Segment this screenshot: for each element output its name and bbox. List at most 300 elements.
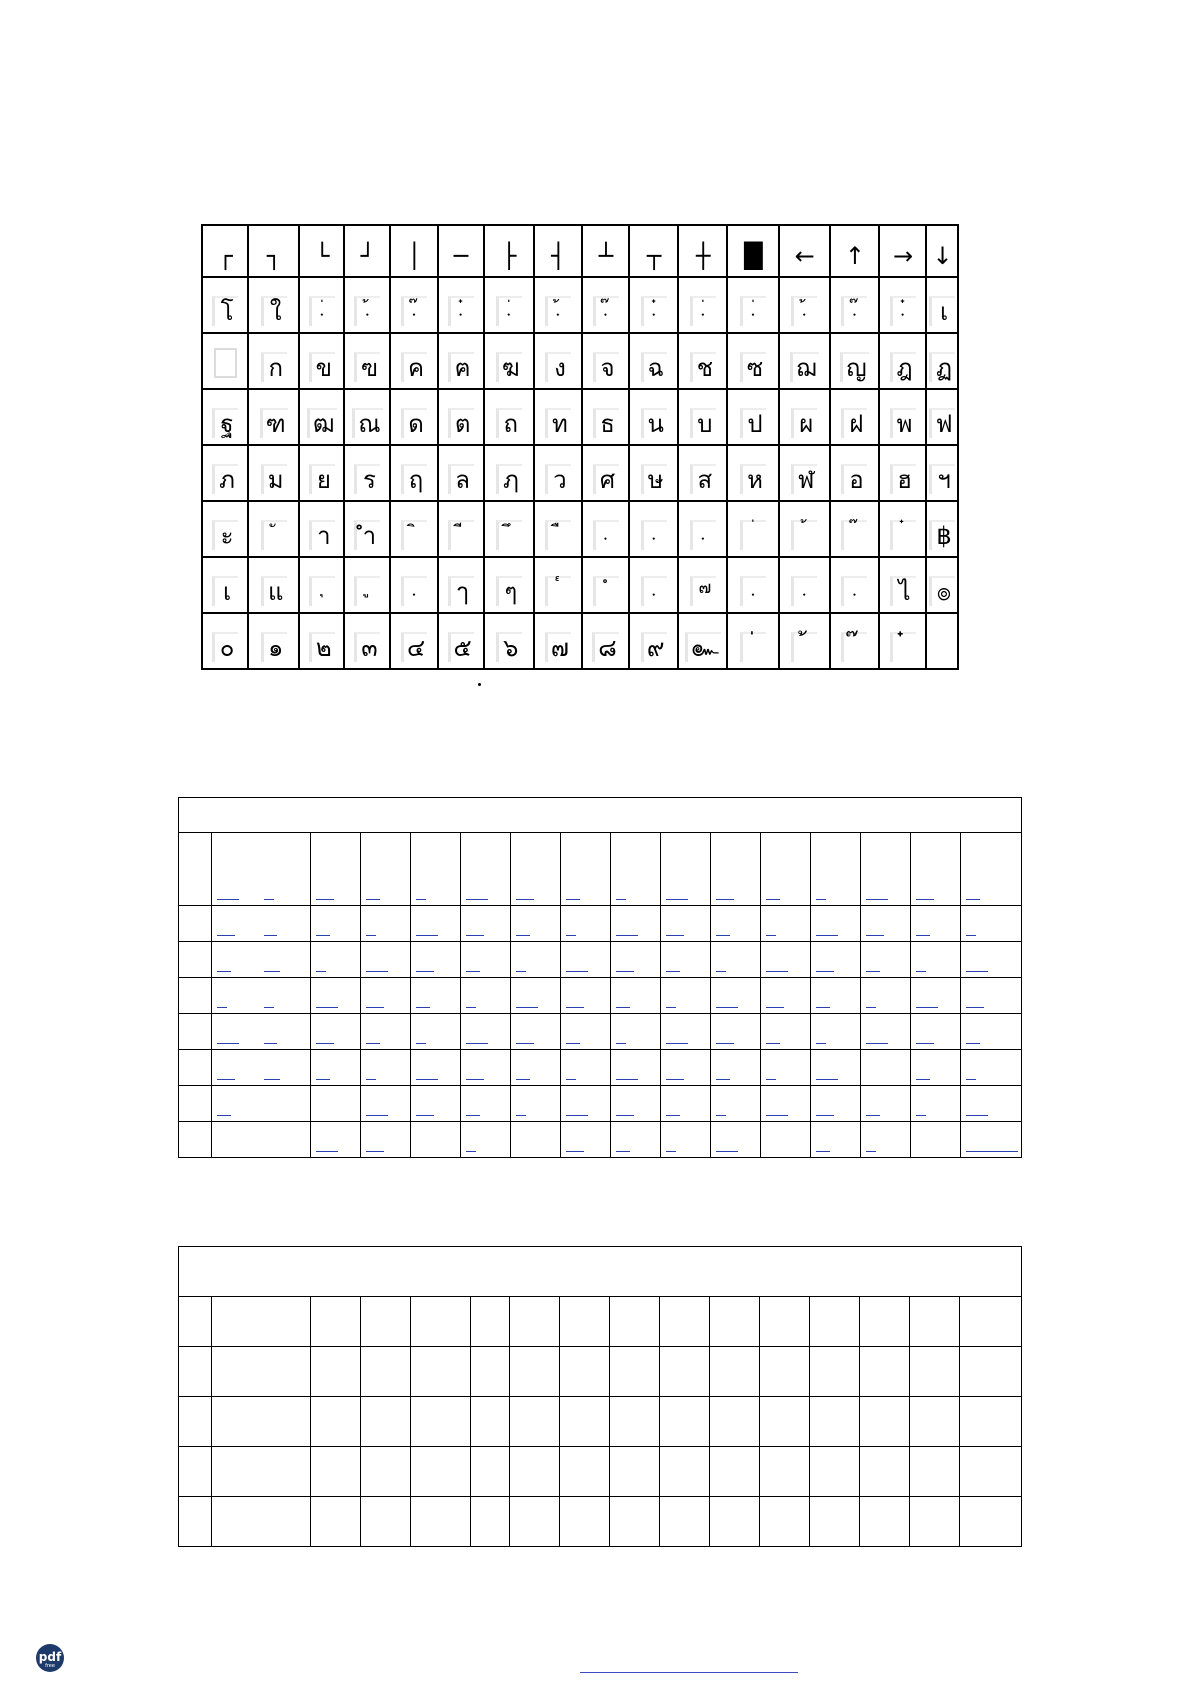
link-table-cell [611, 1050, 661, 1086]
link-underline[interactable] [966, 1079, 976, 1080]
link-underline[interactable] [716, 1151, 738, 1152]
footer-link[interactable] [580, 1672, 798, 1673]
glyph-cell [202, 557, 248, 613]
link-underline[interactable] [217, 899, 239, 900]
glyph-cell [830, 389, 879, 445]
pdf-badge-icon [36, 1644, 64, 1672]
glyph-char: ถ [496, 408, 522, 438]
glyph-cell [438, 613, 484, 669]
glyph-char: ฏ [929, 352, 955, 382]
link-underline[interactable] [816, 1043, 826, 1044]
link-table-header-cell [179, 798, 1022, 833]
link-underline[interactable] [766, 935, 776, 936]
link-underline[interactable] [566, 1151, 584, 1152]
link-underline[interactable] [866, 1115, 880, 1116]
glyph-char: ห [740, 464, 766, 494]
glyph-char: ─ [453, 242, 469, 270]
glyph-cell [629, 277, 678, 333]
link-table-row [179, 906, 1022, 942]
link-table-cell [811, 906, 861, 942]
glyph-char: ข [309, 352, 335, 382]
link-underline[interactable] [916, 1115, 926, 1116]
link-table-cell [761, 942, 811, 978]
link-underline[interactable] [666, 971, 680, 972]
grid-table-cell [510, 1297, 560, 1347]
grid-table-cell [910, 1297, 960, 1347]
link-underline[interactable] [264, 971, 280, 972]
glyph-row [202, 389, 958, 445]
glyph-char: ฅ [448, 352, 474, 382]
link-underline[interactable] [966, 935, 976, 936]
link-underline[interactable] [466, 1043, 488, 1044]
link-underline[interactable] [866, 935, 884, 936]
glyph-cell [727, 389, 778, 445]
glyph-char: ณ [352, 408, 382, 438]
link-table-row [179, 1122, 1022, 1158]
link-table-header [179, 798, 1022, 833]
link-table-cell [811, 1050, 861, 1086]
glyph-char [890, 632, 916, 662]
grid-table-cell [471, 1497, 510, 1547]
glyph-cell [678, 389, 727, 445]
link-underline[interactable] [616, 1115, 634, 1116]
glyph-char: ภ [212, 464, 238, 494]
link-underline[interactable] [217, 935, 235, 936]
link-underline[interactable] [566, 1007, 584, 1008]
link-underline[interactable] [816, 899, 826, 900]
glyph-cell [248, 557, 299, 613]
glyph-char: ท [545, 408, 571, 438]
glyph-cell [678, 225, 727, 277]
link-underline[interactable] [366, 1043, 380, 1044]
glyph-cell [248, 225, 299, 277]
link-table-cell [361, 942, 411, 978]
grid-table-cell [560, 1347, 610, 1397]
link-table-cell [561, 978, 611, 1014]
link-underline[interactable] [716, 1043, 734, 1044]
link-table-cell [212, 1014, 311, 1050]
link-underline[interactable] [816, 971, 834, 972]
glyph-char: ฤ [401, 464, 427, 494]
glyph-char: ไ [890, 576, 916, 606]
link-underline[interactable] [616, 935, 638, 936]
link-underline[interactable] [217, 1007, 227, 1008]
link-underline[interactable] [616, 899, 626, 900]
grid-table-cell [311, 1297, 361, 1347]
glyph-char [791, 296, 817, 326]
link-underline[interactable] [466, 899, 488, 900]
link-table-cell [179, 1122, 212, 1158]
grid-table-cell [610, 1347, 660, 1397]
link-underline[interactable] [716, 971, 726, 972]
link-underline[interactable] [766, 971, 788, 972]
link-underline[interactable] [666, 1043, 688, 1044]
link-table-cell [511, 1122, 561, 1158]
link-table-cell [511, 906, 561, 942]
link-underline[interactable] [666, 1115, 680, 1116]
glyph-char: ญ [840, 352, 868, 382]
glyph-char [593, 576, 619, 606]
link-table-cell [711, 1086, 761, 1122]
link-underline[interactable] [516, 1115, 526, 1116]
glyph-char [931, 630, 954, 658]
grid-table-cell [560, 1447, 610, 1497]
glyph-cell [727, 613, 778, 669]
grid-table-cell [710, 1347, 760, 1397]
link-underline[interactable] [966, 1043, 980, 1044]
link-underline[interactable] [766, 1007, 784, 1008]
link-underline[interactable] [466, 1007, 476, 1008]
grid-table-cell [710, 1497, 760, 1547]
link-underline[interactable] [264, 899, 274, 900]
glyph-char: ด [401, 408, 427, 438]
glyph-cell [534, 501, 582, 557]
link-underline[interactable] [466, 935, 484, 936]
link-table-cell [461, 978, 511, 1014]
link-underline[interactable] [616, 1043, 626, 1044]
glyph-cell [248, 445, 299, 501]
grid-table-cell [510, 1447, 560, 1497]
link-underline[interactable] [566, 935, 576, 936]
glyph-cell [879, 225, 926, 277]
link-underline[interactable] [366, 1115, 388, 1116]
grid-table-cell [760, 1397, 810, 1447]
glyph-cell [879, 501, 926, 557]
glyph-char: ฆ [496, 352, 522, 382]
link-underline[interactable] [766, 1079, 776, 1080]
glyph-char [740, 520, 766, 550]
link-underline[interactable] [516, 971, 526, 972]
link-table-cell [761, 1050, 811, 1086]
glyph-char: ๕ [448, 632, 474, 662]
glyph-char [791, 632, 817, 662]
glyph-cell [779, 445, 830, 501]
grid-table-cell [760, 1297, 810, 1347]
glyph-cell [344, 333, 390, 389]
link-table-cell [311, 1086, 361, 1122]
link-underline[interactable] [816, 1115, 834, 1116]
grid-table-body [179, 1247, 1022, 1547]
glyph-cell [202, 389, 248, 445]
glyph-cell [202, 613, 248, 669]
link-underline[interactable] [616, 1007, 630, 1008]
link-table-cell [611, 906, 661, 942]
link-table-cell [611, 1086, 661, 1122]
glyph-char: ┴ [598, 242, 614, 270]
link-table-cell [361, 1122, 411, 1158]
link-table-cell [212, 833, 311, 906]
glyph-cell [779, 501, 830, 557]
link-underline[interactable] [366, 899, 380, 900]
link-underline[interactable] [366, 971, 388, 972]
link-underline[interactable] [816, 1007, 830, 1008]
link-underline[interactable] [916, 1043, 934, 1044]
link-underline[interactable] [866, 1043, 888, 1044]
grid-table-cell [910, 1397, 960, 1447]
link-underline[interactable] [416, 971, 434, 972]
link-underline[interactable] [416, 1007, 430, 1008]
grid-table-cell [471, 1347, 510, 1397]
glyph-cell [779, 225, 830, 277]
link-underline[interactable] [566, 899, 580, 900]
link-underline[interactable] [316, 935, 330, 936]
link-underline[interactable] [264, 1007, 274, 1008]
link-table-cell [861, 978, 911, 1014]
glyph-cell [582, 613, 629, 669]
link-underline[interactable] [466, 1151, 476, 1152]
link-table-cell [711, 942, 761, 978]
grid-table-cell [610, 1297, 660, 1347]
link-underline[interactable] [366, 1007, 384, 1008]
glyph-cell [484, 445, 534, 501]
glyph-char: ส [690, 464, 716, 494]
link-underline[interactable] [566, 1115, 588, 1116]
link-underline[interactable] [566, 971, 588, 972]
glyph-cell [484, 389, 534, 445]
grid-table-cell [760, 1497, 810, 1547]
glyph-char [841, 520, 867, 550]
link-underline[interactable] [516, 935, 530, 936]
grid-table-cell [810, 1447, 860, 1497]
link-table-body [179, 798, 1022, 1158]
link-table-cell [311, 942, 361, 978]
glyph-cell [779, 613, 830, 669]
link-underline[interactable] [366, 1151, 384, 1152]
grid-table-row [179, 1297, 1022, 1347]
glyph-cell [879, 613, 926, 669]
link-underline[interactable] [264, 1043, 277, 1044]
glyph-char: ป [740, 408, 766, 438]
glyph-cell [438, 277, 484, 333]
glyph-cell [202, 445, 248, 501]
link-underline[interactable] [516, 1043, 534, 1044]
grid-table-cell [510, 1497, 560, 1547]
link-underline[interactable] [217, 1115, 231, 1116]
link-underline[interactable] [566, 1079, 576, 1080]
link-table-cell [761, 978, 811, 1014]
pdf-badge-label: pdf [38, 1650, 62, 1664]
link-table-cell [212, 978, 311, 1014]
link-underline[interactable] [616, 1151, 630, 1152]
link-table-cell [711, 906, 761, 942]
link-table-cell [761, 1014, 811, 1050]
glyph-row [202, 557, 958, 613]
link-table-cell [212, 942, 311, 978]
glyph-char [641, 296, 667, 326]
grid-table-cell [471, 1447, 510, 1497]
link-underline[interactable] [666, 1007, 676, 1008]
glyph-row [202, 277, 958, 333]
glyph-char: ง [545, 352, 571, 382]
glyph-char: ฉ [641, 352, 667, 382]
link-underline[interactable] [666, 899, 688, 900]
link-underline[interactable] [366, 935, 376, 936]
glyph-cell [299, 277, 344, 333]
glyph-cell [830, 557, 879, 613]
glyph-char [545, 576, 571, 606]
link-underline[interactable] [916, 1079, 930, 1080]
link-underline[interactable] [516, 1079, 530, 1080]
glyph-cell [830, 333, 879, 389]
link-underline[interactable] [316, 899, 334, 900]
link-underline[interactable] [616, 1079, 638, 1080]
link-underline[interactable] [416, 1115, 434, 1116]
link-table-cell [361, 1086, 411, 1122]
link-underline[interactable] [466, 1079, 484, 1080]
link-table-cell [911, 1086, 961, 1122]
link-underline[interactable] [666, 935, 684, 936]
glyph-char [841, 632, 867, 662]
link-underline[interactable] [716, 1079, 730, 1080]
link-table-cell [179, 906, 212, 942]
link-table-cell [611, 942, 661, 978]
grid-table-cell [710, 1447, 760, 1497]
grid-table-cell [660, 1397, 710, 1447]
glyph-char: ๗ [545, 632, 571, 662]
link-underline[interactable] [316, 1043, 334, 1044]
glyph-char [690, 520, 716, 550]
glyph-char [641, 520, 667, 550]
grid-table-cell [810, 1497, 860, 1547]
link-underline[interactable] [316, 1007, 338, 1008]
grid-table-row [179, 1347, 1022, 1397]
link-underline[interactable] [466, 971, 480, 972]
glyph-char [545, 296, 571, 326]
glyph-char [545, 520, 571, 550]
link-table-cell [961, 1014, 1022, 1050]
glyph-cell [779, 277, 830, 333]
link-underline[interactable] [416, 935, 438, 936]
glyph-char: ↓ [932, 242, 953, 270]
link-underline[interactable] [466, 1115, 480, 1116]
link-underline[interactable] [716, 1007, 738, 1008]
glyph-char [448, 520, 474, 550]
link-table-cell [761, 1122, 811, 1158]
glyph-char: ล [448, 464, 474, 494]
glyph-cell [248, 501, 299, 557]
link-underline[interactable] [916, 935, 930, 936]
link-underline[interactable] [966, 1007, 984, 1008]
glyph-char [448, 296, 474, 326]
glyph-char: ← [794, 242, 815, 270]
glyph-cell [830, 501, 879, 557]
link-underline[interactable] [666, 1079, 684, 1080]
link-underline[interactable] [666, 1151, 676, 1152]
link-underline[interactable] [316, 1151, 338, 1152]
link-table-cell [361, 833, 411, 906]
link-table-cell [761, 833, 811, 906]
glyph-char: ฦ [496, 464, 522, 494]
link-table [178, 797, 1022, 1158]
link-underline[interactable] [966, 1115, 988, 1116]
link-underline[interactable] [217, 1079, 235, 1080]
link-underline[interactable] [566, 1043, 580, 1044]
glyph-cell [926, 333, 958, 389]
link-underline[interactable] [716, 1115, 726, 1116]
glyph-cell [344, 389, 390, 445]
link-underline[interactable] [916, 971, 926, 972]
grid-table-row [179, 1397, 1022, 1447]
glyph-char [309, 576, 335, 606]
link-table-cell [661, 1050, 711, 1086]
link-underline[interactable] [264, 935, 277, 936]
link-underline[interactable] [816, 1151, 830, 1152]
glyph-char [593, 520, 619, 550]
link-underline[interactable] [866, 1007, 876, 1008]
link-underline[interactable] [866, 971, 880, 972]
link-table-cell [411, 1050, 461, 1086]
link-underline[interactable] [316, 971, 326, 972]
link-underline[interactable] [516, 1007, 538, 1008]
glyph-cell [879, 445, 926, 501]
grid-table-row [179, 1447, 1022, 1497]
glyph-cell [582, 277, 629, 333]
link-underline[interactable] [416, 1043, 426, 1044]
grid-table-cell [361, 1347, 411, 1397]
glyph-cell [299, 225, 344, 277]
link-underline[interactable] [766, 1115, 788, 1116]
pdf-badge-sublabel: free [45, 1663, 55, 1669]
link-underline[interactable] [816, 1079, 838, 1080]
link-table-cell [561, 1086, 611, 1122]
glyph-char: ฝ [841, 408, 867, 438]
link-underline[interactable] [866, 1151, 876, 1152]
link-underline[interactable] [916, 1007, 938, 1008]
link-underline[interactable] [416, 1079, 438, 1080]
grid-table-cell [710, 1397, 760, 1447]
link-table-cell [961, 942, 1022, 978]
link-underline[interactable] [416, 899, 426, 900]
grid-table-cell [860, 1497, 910, 1547]
link-underline[interactable] [866, 899, 888, 900]
link-underline[interactable] [716, 899, 734, 900]
glyph-char [841, 576, 867, 606]
grid-table-cell [960, 1347, 1022, 1397]
link-underline[interactable] [264, 1079, 280, 1080]
link-underline[interactable] [966, 971, 988, 972]
link-underline[interactable] [966, 1151, 1018, 1152]
link-table-cell [961, 1050, 1022, 1086]
link-table-cell [361, 1014, 411, 1050]
grid-table-cell [810, 1347, 860, 1397]
link-underline[interactable] [766, 1043, 780, 1044]
glyph-char: ฎ [890, 352, 916, 382]
link-underline[interactable] [616, 971, 634, 972]
link-underline[interactable] [766, 899, 780, 900]
glyph-cell [926, 389, 958, 445]
link-underline[interactable] [366, 1079, 376, 1080]
glyph-char [740, 576, 766, 606]
link-underline[interactable] [816, 935, 838, 936]
glyph-cell [344, 225, 390, 277]
link-underline[interactable] [966, 899, 980, 900]
glyph-row [202, 333, 958, 389]
link-underline[interactable] [217, 971, 231, 972]
link-underline[interactable] [516, 899, 534, 900]
glyph-char [496, 296, 522, 326]
link-underline[interactable] [716, 935, 730, 936]
glyph-cell [202, 333, 248, 389]
grid-table-cell [610, 1447, 660, 1497]
link-table-cell [661, 1086, 711, 1122]
glyph-char: ใ [261, 296, 287, 326]
glyph-cell [344, 501, 390, 557]
glyph-cell [534, 613, 582, 669]
link-underline[interactable] [217, 1043, 239, 1044]
link-table-row [179, 978, 1022, 1014]
link-underline[interactable] [916, 899, 934, 900]
link-underline[interactable] [316, 1079, 330, 1080]
